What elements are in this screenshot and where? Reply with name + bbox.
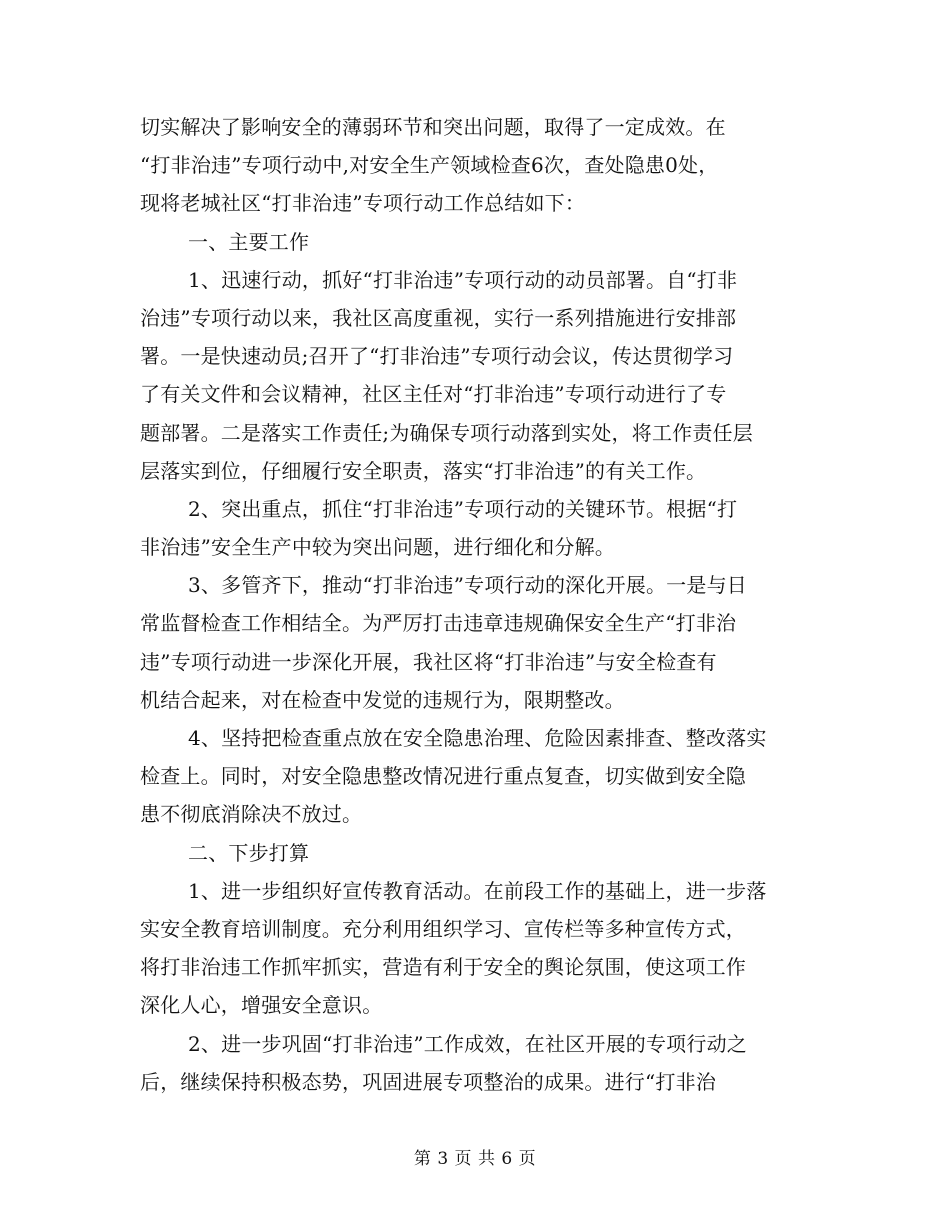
paragraph-line: 实安全教育培训制度。充分利用组织学习、宣传栏等多种宣传方式， (140, 916, 746, 941)
paragraph-line: 检查上。同时，对安全隐患整改情况进行重点复查，切实做到安全隐 (140, 764, 746, 789)
paragraph-line: 了有关文件和会议精神，社区主任对“打非治违”专项行动进行了专 (140, 382, 727, 407)
paragraph-line: 层落实到位，仔细履行安全职责，落实“打非治违”的有关工作。 (140, 458, 707, 483)
page-number-footer: 第 3 页 共 6 页 (413, 1149, 537, 1169)
paragraph-line: 署。一是快速动员;召开了“打非治违”专项行动会议，传达贯彻学习 (140, 344, 734, 369)
paragraph-line: 常监督检查工作相结全。为严厉打击违章违规确保安全生产“打非治 (140, 611, 737, 636)
paragraph-line: 机结合起来，对在检查中发觉的违规行为，限期整改。 (140, 687, 625, 712)
section-heading-next-steps: 二、下步打算 (188, 840, 310, 865)
paragraph-line: 后，继续保持积极态势，巩固进展专项整治的成果。进行“打非治 (140, 1069, 717, 1094)
section-heading-main-work: 一、主要工作 (188, 229, 310, 254)
paragraph-line: 深化人心，增强安全意识。 (140, 993, 383, 1018)
paragraph-line: 2、突出重点，抓住“打非治违”专项行动的关键环节。根据“打 (188, 496, 738, 521)
paragraph-line: 将打非治违工作抓牢抓实，营造有利于安全的舆论氛围，使这项工作 (140, 955, 746, 980)
paragraph-line: 2、进一步巩固“打非治违”工作成效，在社区开展的专项行动之 (188, 1031, 747, 1056)
paragraph-line: 患不彻底消除决不放过。 (140, 802, 363, 827)
paragraph-line: 题部署。二是落实工作责任;为确保专项行动落到实处，将工作责任层 (140, 420, 753, 445)
paragraph-line: 3、多管齐下，推动“打非治违”专项行动的深化开展。一是与日 (188, 573, 747, 598)
paragraph-line: 4、坚持把检查重点放在安全隐患治理、危险因素排查、整改落实 (188, 726, 767, 750)
paragraph-line: 非治违”安全生产中较为突出问题，进行细化和分解。 (140, 535, 616, 560)
paragraph-line: 切实解决了影响安全的薄弱环节和突出问题，取得了一定成效。在 (140, 115, 726, 139)
paragraph-line: “打非治违”专项行动中,对安全生产领域检查6次，查处隐患0处， (140, 153, 719, 178)
paragraph-line: 违”专项行动进一步深化开展，我社区将“打非治违”与安全检查有 (140, 649, 717, 674)
paragraph-line: 1、迅速行动，抓好“打非治违”专项行动的动员部署。自“打非 (188, 267, 738, 292)
document-body (140, 108, 812, 1101)
paragraph-line: 1、进一步组织好宣传教育活动。在前段工作的基础上，进一步落 (188, 878, 767, 903)
paragraph-line: 治违”专项行动以来，我社区高度重视，实行一系列措施进行安排部 (140, 305, 737, 330)
paragraph-line: 现将老城社区“打非治违”专项行动工作总结如下： (140, 191, 586, 216)
